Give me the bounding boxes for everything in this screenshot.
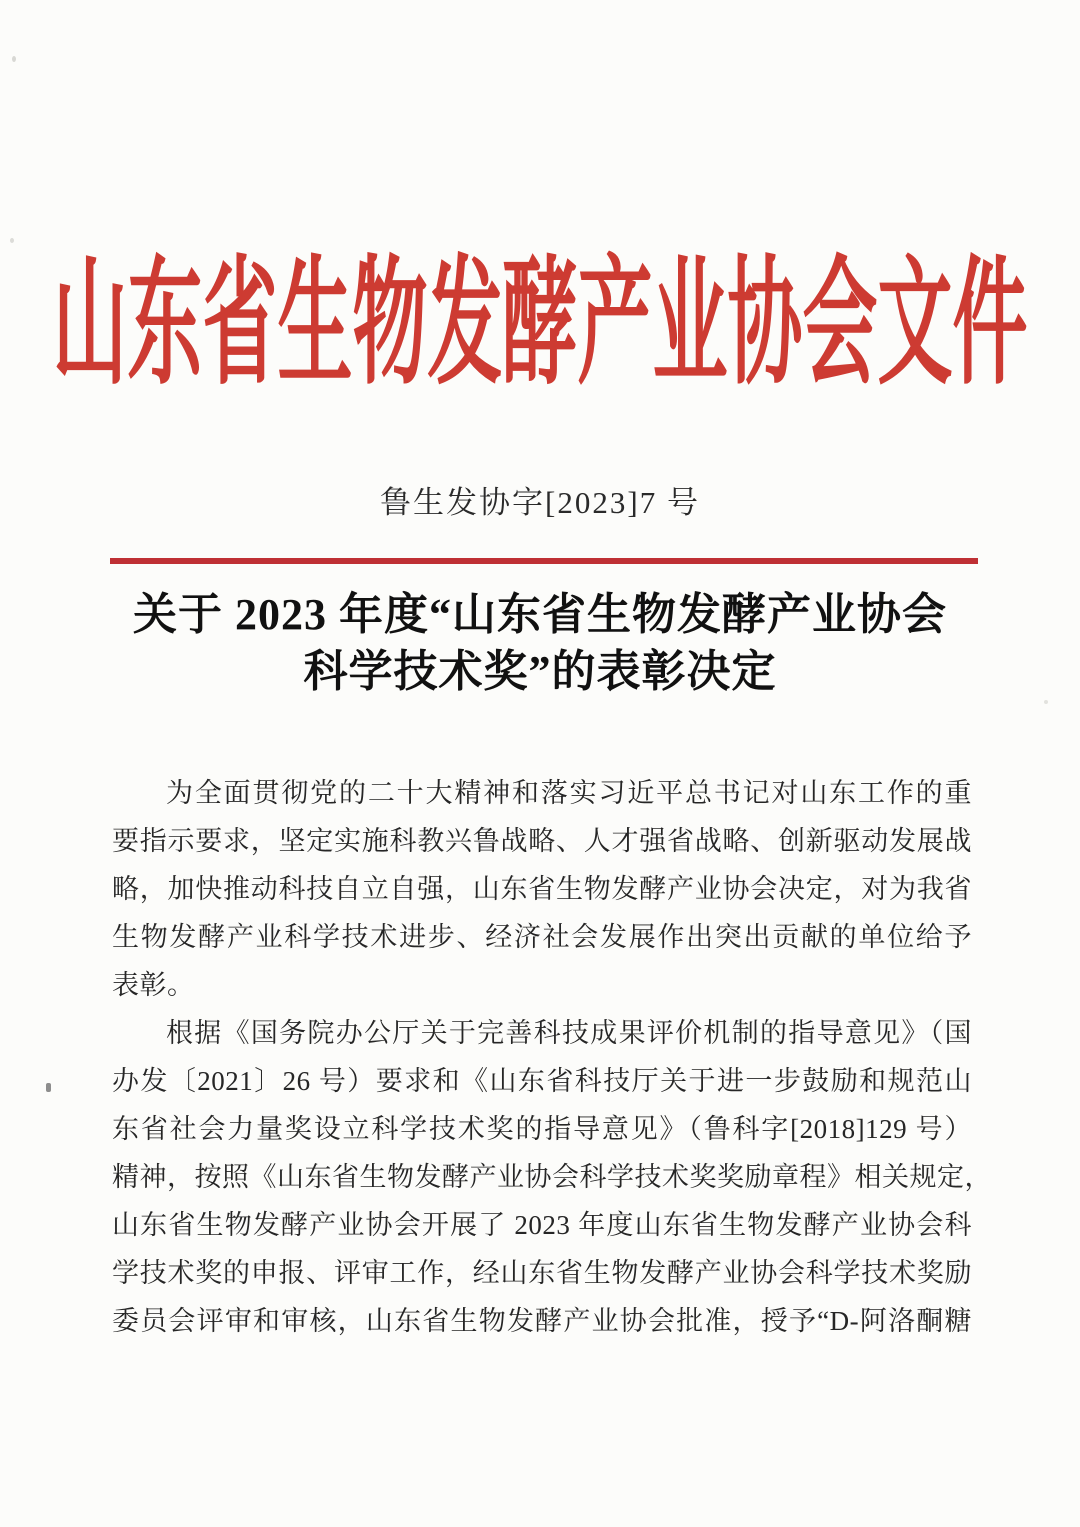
paragraph1-line4: 生物发酵产业科学技术进步、经济社会发展作出突出贡献的单位给予 bbox=[112, 922, 972, 952]
paragraph1-line3: 略，加快推动科技自立自强，山东省生物发酵产业协会决定，对为我省 bbox=[112, 874, 972, 904]
paragraph2-line4: 精神，按照《山东省生物发酵产业协会科学技术奖奖励章程》相关规定， bbox=[112, 1162, 992, 1192]
paragraph1-line2: 要指示要求，坚定实施科教兴鲁战略、人才强省战略、创新驱动发展战 bbox=[112, 826, 972, 856]
document-body bbox=[112, 769, 992, 1345]
document-title-line2: 科学技术奖”的表彰决定 bbox=[303, 647, 777, 696]
paragraph2-line2: 办发〔2021〕26 号）要求和《山东省科技厅关于进一步鼓励和规范山 bbox=[112, 1066, 972, 1096]
paragraph2-line1: 根据《国务院办公厅关于完善科技成果评价机制的指导意见》（国 bbox=[166, 1018, 972, 1048]
paragraph2-line7: 委员会评审和审核，山东省生物发酵产业协会批准，授予“D-阿洛酮糖 bbox=[112, 1306, 972, 1336]
red-divider-rule bbox=[110, 558, 978, 564]
document-number: 鲁生发协字[2023]7 号 bbox=[380, 485, 700, 520]
scan-speck bbox=[10, 238, 14, 243]
paragraph2-line3: 东省社会力量奖设立科学技术奖的指导意见》（鲁科字[2018]129 号） bbox=[112, 1114, 972, 1144]
letterhead bbox=[0, 238, 1080, 402]
scan-speck bbox=[1044, 700, 1048, 704]
scan-speck bbox=[46, 1083, 51, 1092]
paragraph2-line6: 学技术奖的申报、评审工作，经山东省生物发酵产业协会科学技术奖励 bbox=[112, 1258, 972, 1288]
letterhead-title: 山东省生物发酵产业协会文件 bbox=[52, 248, 1028, 402]
paragraph2-line5: 山东省生物发酵产业协会开展了 2023 年度山东省生物发酵产业协会科 bbox=[112, 1210, 972, 1240]
scan-speck bbox=[12, 56, 16, 62]
paragraph1-line5: 表彰。 bbox=[112, 970, 195, 1000]
document-title-line1: 关于 2023 年度“山东省生物发酵产业协会 bbox=[133, 590, 947, 639]
paragraph1-line1: 为全面贯彻党的二十大精神和落实习近平总书记对山东工作的重 bbox=[166, 778, 972, 808]
document-title bbox=[0, 586, 1080, 700]
